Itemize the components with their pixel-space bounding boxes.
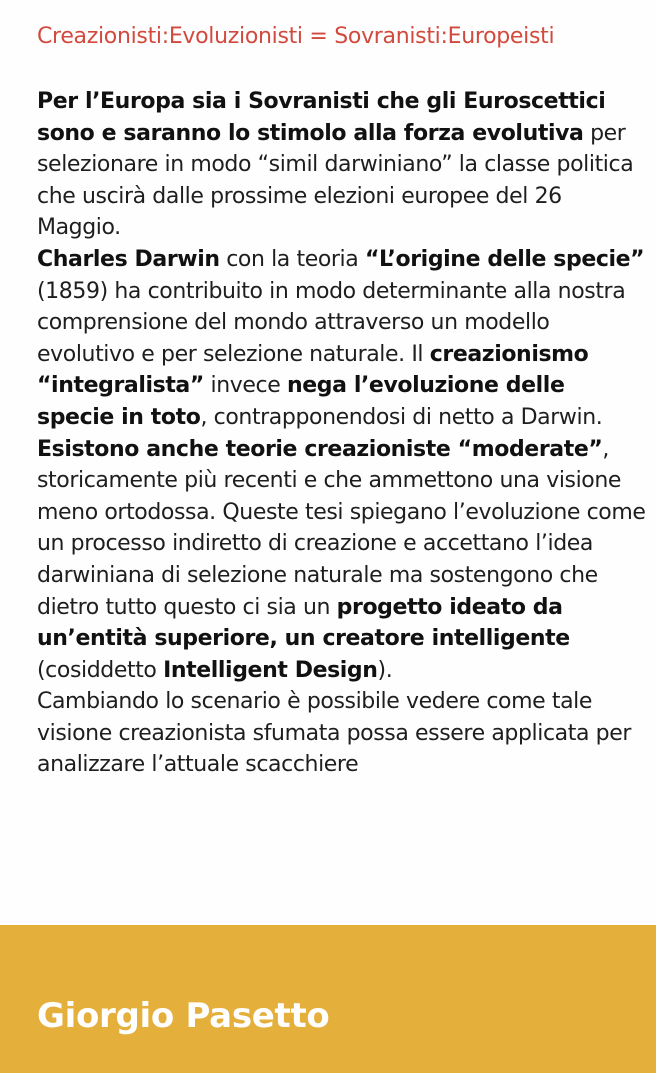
bold-text: Per l’Europa sia i Sovranisti che gli Euroscettici sono e saranno lo stimolo alla forza evolutiva: [37, 89, 606, 146]
body-text: invece: [203, 373, 287, 399]
body-text: con la teoria: [219, 246, 365, 272]
author-footer: [0, 925, 656, 1073]
body-text: per selezionare in modo “simil darwiniano” la classe politica che uscirà dalle prossime elezioni europee del 26 Maggio.: [37, 120, 634, 241]
article-body: [37, 86, 647, 781]
author-name: Giorgio Pasetto: [37, 996, 330, 1036]
paragraph-darwin: [37, 244, 647, 434]
bold-text: nega l’evoluzione delle specie in toto: [37, 373, 565, 430]
bold-text: creazionismo “integralista”: [37, 341, 589, 399]
body-text: , storicamente più recenti e che ammettono una visione meno ortodossa. Queste tesi spiegano l’evoluzione come un processo indiretto di creazione e accettano l’idea darwiniana di selezione naturale ma sostengono che dietro tutto questo ci sia un: [37, 436, 646, 620]
body-text: (1859) ha contribuito in modo determinante alla nostra comprensione del mondo attraverso un modello evolutivo e per selezione naturale. Il: [37, 278, 626, 367]
bold-text: progetto ideato da un’entità superiore, un creatore intelligente: [37, 594, 570, 652]
article-title: Creazionisti:Evoluzionisti = Sovranisti:Europeisti: [37, 24, 555, 49]
bold-text: Intelligent Design: [163, 657, 378, 683]
paragraph-intro: [37, 86, 647, 244]
body-text: ).: [377, 657, 393, 683]
body-text: (cosiddetto: [37, 657, 164, 683]
paragraph-moderate-theories: [37, 434, 647, 687]
bold-text: “L’origine delle specie”: [364, 246, 645, 272]
body-text: , contrapponendosi di netto a Darwin.: [200, 404, 603, 430]
bold-text: Charles Darwin: [37, 246, 220, 272]
bold-text: Esistono anche teorie creazioniste “moderate”: [37, 436, 603, 462]
paragraph-scenario: [37, 686, 647, 781]
body-text: Cambiando lo scenario è possibile vedere come tale visione creazionista sfumata possa essere applicata per analizzare l’attuale scacchiere: [37, 689, 631, 778]
